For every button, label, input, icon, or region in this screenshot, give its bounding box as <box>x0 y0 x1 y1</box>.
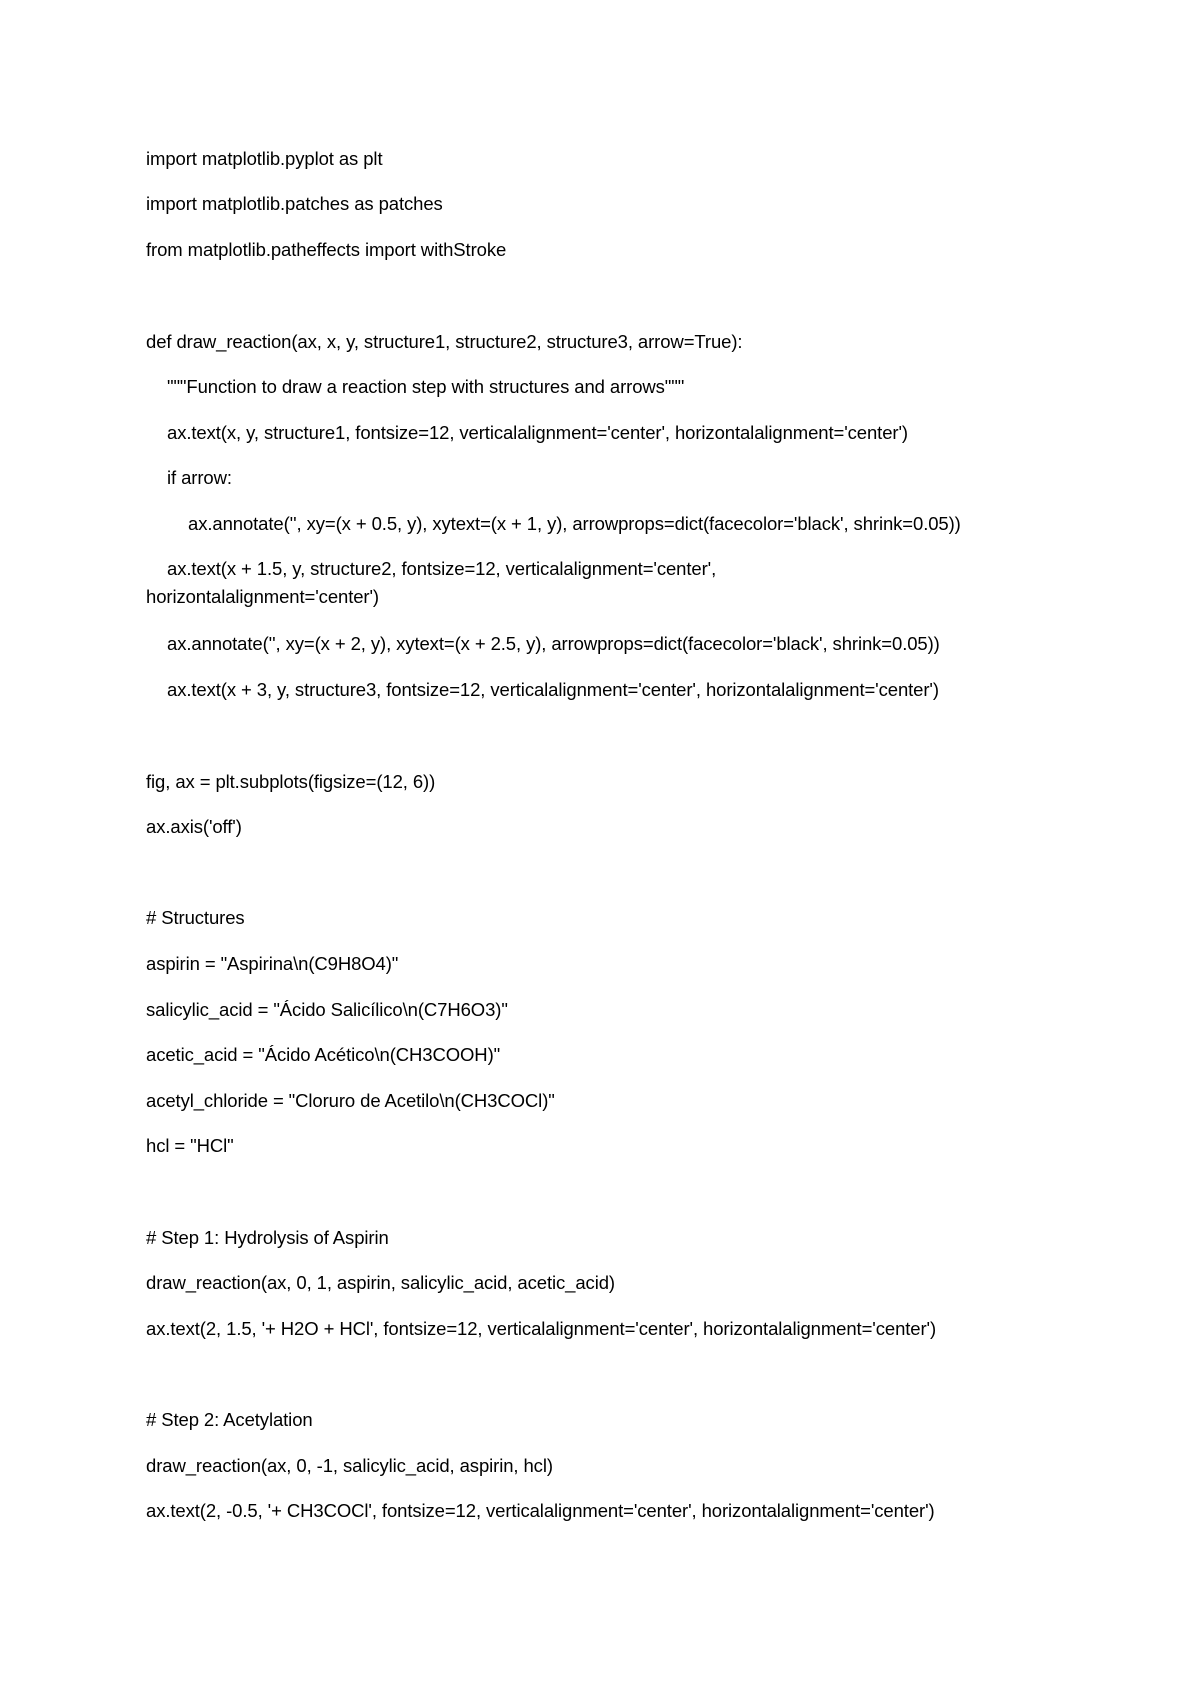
code-line-text-structure1: ax.text(x, y, structure1, fontsize=12, verticalalignment='center', horizontalalignment='center') <box>167 422 908 443</box>
code-line-comment-step2: # Step 2: Acetylation <box>146 1409 313 1430</box>
code-line-comment-structures: # Structures <box>146 907 245 928</box>
code-line-salicylic-acid: salicylic_acid = "Ácido Salicílico\n(C7H6O3)" <box>146 999 508 1020</box>
code-line-hcl: hcl = "HCl" <box>146 1135 234 1156</box>
code-line-import-patches: import matplotlib.patches as patches <box>146 193 443 214</box>
code-line-text-structure2-continued: horizontalalignment='center') <box>146 586 379 607</box>
code-line-text-step1: ax.text(2, 1.5, '+ H2O + HCl', fontsize=12, verticalalignment='center', horizontalalignment='center') <box>146 1318 937 1339</box>
code-line-aspirin: aspirin = "Aspirina\n(C9H8O4)" <box>146 953 399 974</box>
code-line-axis-off: ax.axis('off') <box>146 816 242 837</box>
code-line-acetyl-chloride: acetyl_chloride = "Cloruro de Acetilo\n(CH3COCl)" <box>146 1090 555 1111</box>
code-line-text-step2: ax.text(2, -0.5, '+ CH3COCl', fontsize=12, verticalalignment='center', horizontalalignment='center') <box>146 1500 935 1521</box>
code-line-draw-reaction-step2: draw_reaction(ax, 0, -1, salicylic_acid, aspirin, hcl) <box>146 1455 553 1476</box>
code-line-comment-step1: # Step 1: Hydrolysis of Aspirin <box>146 1227 389 1248</box>
code-line-text-structure2: ax.text(x + 1.5, y, structure2, fontsize=12, verticalalignment='center', <box>167 558 717 579</box>
code-line-draw-reaction-step1: draw_reaction(ax, 0, 1, aspirin, salicylic_acid, acetic_acid) <box>146 1272 615 1293</box>
code-line-def-draw-reaction: def draw_reaction(ax, x, y, structure1, structure2, structure3, arrow=True): <box>146 331 743 352</box>
code-line-text-structure3: ax.text(x + 3, y, structure3, fontsize=12, verticalalignment='center', horizontalalignment='center') <box>167 679 939 700</box>
code-line-subplots: fig, ax = plt.subplots(figsize=(12, 6)) <box>146 771 436 792</box>
code-line-docstring: """Function to draw a reaction step with structures and arrows""" <box>167 376 685 397</box>
code-line-annotate-first-arrow: ax.annotate('', xy=(x + 0.5, y), xytext=(x + 1, y), arrowprops=dict(facecolor='black', shrink=0.05)) <box>188 513 961 534</box>
code-line-acetic-acid: acetic_acid = "Ácido Acético\n(CH3COOH)" <box>146 1044 501 1065</box>
code-line-import-pyplot: import matplotlib.pyplot as plt <box>146 148 383 169</box>
code-line-annotate-second-arrow: ax.annotate('', xy=(x + 2, y), xytext=(x + 2.5, y), arrowprops=dict(facecolor='black', shrink=0.05)) <box>167 633 940 654</box>
code-line-import-withstroke: from matplotlib.patheffects import withStroke <box>146 239 507 260</box>
code-line-if-arrow: if arrow: <box>167 467 232 488</box>
